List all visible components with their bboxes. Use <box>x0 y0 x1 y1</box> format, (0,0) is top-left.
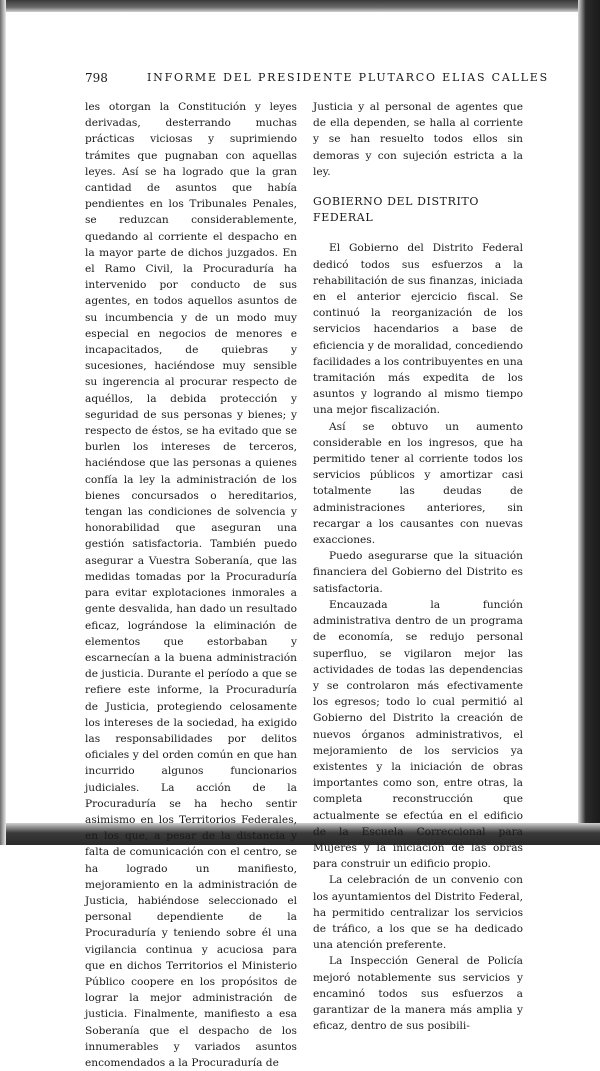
left-column <box>85 99 297 1071</box>
body-paragraph: Puedo asegurarse que la situación financiera del Gobierno del Distrito es satisfactoria. <box>313 550 523 595</box>
body-paragraph: Encauzada la función administrativa dentro de un programa de economía, se redujo personal superfluo, se vigilaron mejor las actividades de todas las dependencias y se controlaron más efectivamente los egresos; todo lo cual permitió al Gobierno del Distrito la creación de nuevos órganos administrativos, el mejoramiento de los servicios ya existentes y la iniciación de obras importantes como son, entre otras, la completa reconstrucción que actualmente se efectúa en el edificio de la Escuela Correccional para Mujeres y la iniciación de las obras para construir un edificio propio. <box>313 598 523 871</box>
body-paragraph: Justicia y al personal de agentes que de ella dependen, se halla al corriente y se han resuelto todos ellos sin demoras y con sujeción estricta a la ley. <box>313 101 523 178</box>
right-column <box>313 99 523 1034</box>
body-paragraph: Así se obtuvo un aumento considerable en los ingresos, que ha permitido tener al corriente todos los servicios públicos y amortizar casi totalmente las deudas de administraciones anteriores, sin recargar a los causantes con nuevas exacciones. <box>313 420 523 547</box>
page-number: 798 <box>85 71 108 85</box>
body-paragraph: La celebración de un convenio con los ayuntamientos del Distrito Federal, ha permitido centralizar los servicios de tráfico, a los que se ha dedicado una atención preferente. <box>313 874 523 952</box>
page-header <box>85 71 549 89</box>
body-paragraph: El Gobierno del Distrito Federal dedicó todos sus esfuerzos a la rehabilitación de sus finanzas, iniciada en el anterior ejercicio fiscal. Se continuó la reorganización de los servicios hacendarios a base de eficiencia y de moralidad, concediendo facilidades a los contribuyentes en una tramitación más expedita de los asuntos y logrando al mismo tiempo una mejor fiscalización. <box>313 242 523 417</box>
body-paragraph: les otorgan la Constitución y leyes derivadas, desterrando muchas prácticas viciosas y suprimiendo trámites que pugnaban con aquellas leyes. Así se ha logrado que la gran cantidad de asuntos que había pendientes en los Tribunales Penales, se reduzcan considerablemente, quedando al corriente el despacho en la mayor parte de dichos juzgados. En el Ramo Civil, la Procuraduría ha intervenido por conducto de sus agentes, en todos aquellos asuntos de su incumbencia y de un modo muy especial en negocios de menores e incapacitados, de quiebras y sucesiones, haciéndose muy sensible su ingerencia al procurar respecto de aquéllos, la debida protección y seguridad de sus personas y bienes; y respecto de éstos, se ha evitado que se burlen los intereses de terceros, haciéndose que las personas a quienes confía la ley la administración de los bienes concursados o hereditarios, tengan las condiciones de solvencia y honorabilidad que aseguran una gestión satisfactoria. También puedo asegurar a Vuestra Soberanía, que las medidas tomadas por la Procuraduría para evitar explotaciones inmorales a gente desvalida, han dado un resultado eficaz, lográndose la eliminación de elementos que estorbaban y escarnecían a la buena administración de justicia. Durante el período a que se refiere este informe, la Procuraduría de Justicia, protegiendo celosamente los intereses de la sociedad, ha exigido las responsabilidades por delitos oficiales y del orden común en que han incurrido algunos funcionarios judiciales. La acción de la Procuraduría se ha hecho sentir asimismo en los Territorios Federales, en los que, a pesar de la distancia y falta de comunicación con el centro, se ha logrado un manifiesto, mejoramiento en la administración de Justicia, habiéndose seleccionado el personal dependiente de la Procuraduría y teniendo sobre él una vigilancia continua y acuciosa para que en dichos Territorios el Ministerio Público coopere en los propósitos de lograr la mejor administración de justicia. Finalmente, manifiesto a esa Soberanía que el despacho de los innumerables y variados asuntos encomendados a la Procuraduría de <box>85 101 297 1069</box>
scan-edge-left <box>0 0 6 845</box>
scan-edge-top <box>0 0 600 12</box>
running-head: INFORME DEL PRESIDENTE PLUTARCO ELIAS CALLES <box>147 71 549 84</box>
body-paragraph: La Inspección General de Policía mejoró notablemente sus servicios y encaminó todos sus esfuerzos a garantizar de la manera más amplia y eficaz, dentro de sus posibili- <box>313 955 523 1033</box>
scan-edge-right <box>578 0 600 845</box>
section-heading: GOBIERNO DEL DISTRITO FEDERAL <box>313 195 479 225</box>
